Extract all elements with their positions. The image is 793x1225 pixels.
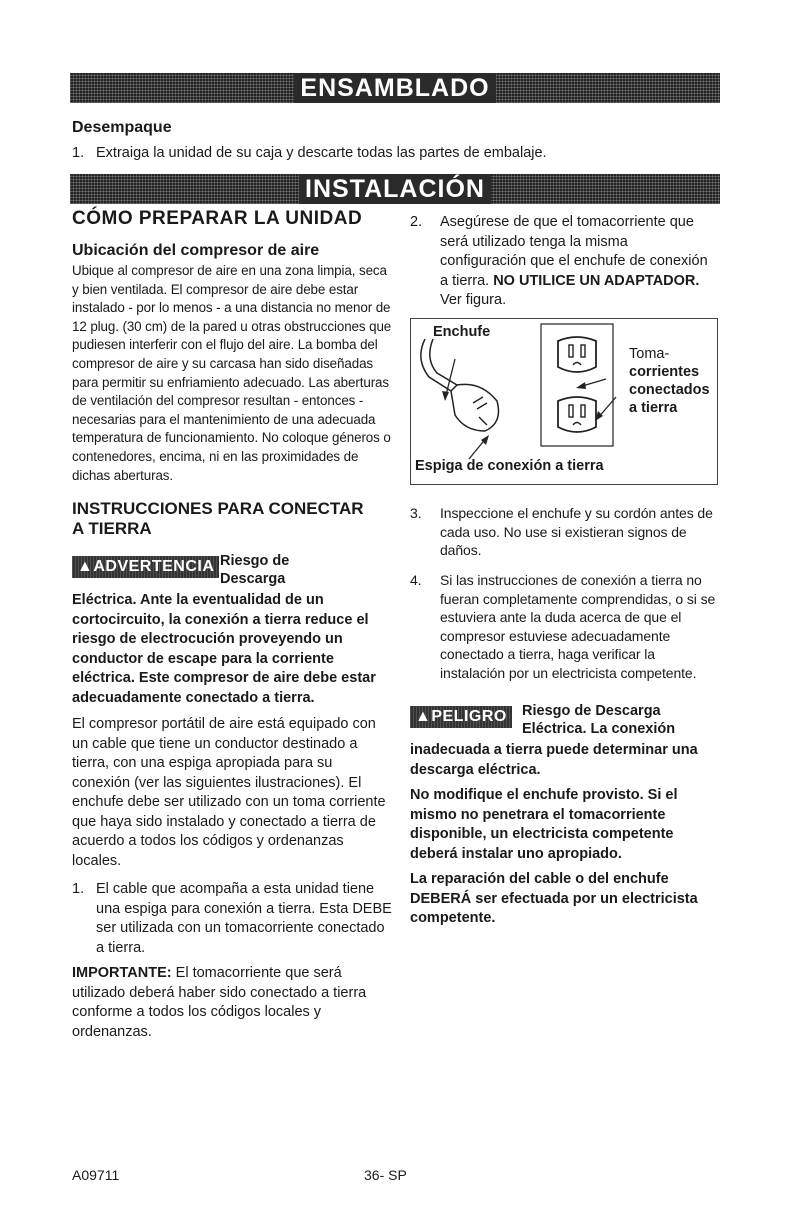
warning-line1: Riesgo de [220,553,290,570]
location-title: Ubicación del compresor de aire [72,242,320,259]
item-text: Si las instrucciones de conexión a tierra no fueran completamente comprendidas, o si se estuviera ante la duda acerca de que el compresor estuviese adecuadamente conectado a tierra, haga verificar la instalación por un electricista competente. [440,572,716,681]
document-code: A09711 [72,1167,120,1183]
item-number: 1. [72,881,85,898]
item-number: 1. [72,145,85,161]
banner-title: INSTALACIÓN [299,174,491,204]
left-column [72,208,392,1042]
page-number: 36- SP [364,1167,407,1183]
item-text: Inspeccione el enchufe y su cordón antes de cada uso. No use si existieran signos de daños. [440,505,713,559]
section-banner-installation [70,174,720,204]
danger-text-3: La reparación del cable o del enchufe DEBERÁ ser efectuada por un electricista competente. [410,871,698,926]
danger-tag: ▲PELIGRO [410,706,512,728]
item-number: 2. [410,214,423,230]
warning-line2: Descarga [220,571,286,588]
list-item [410,504,716,560]
item-text [440,213,716,311]
unpack-item [72,144,712,164]
danger-text-2: No modifique el enchufe provisto. Si el mismo no penetrara el tomacorriente disponible, un electricista competente deberá instalar uno apropiado. [410,787,678,862]
outlet-label-4: a tierra [629,400,678,416]
item-number: 4. [410,572,422,588]
ground-title-line1: INSTRUCCIONES PARA CONECTAR [72,499,364,519]
plug-outlet-figure [410,318,718,485]
danger-text-1: inadecuada a tierra puede determinar una descarga eléctrica. [410,742,698,778]
outlet-label-2: corrientes [629,364,700,380]
section-banner-assembly [70,73,720,103]
danger-text-block [410,741,716,929]
important-note [72,964,392,1042]
unpack-title: Desempaque [72,119,172,136]
item-number: 3. [410,505,422,521]
outlet-label-3: conectados [629,382,710,398]
ground-body-text: El compresor portátil de aire está equipado con un cable que tiene un conductor destinado a tierra, con una espiga apropiada para su conexión (ver las siguientes ilustraciones). El enchufe debe ser utilizado con un toma corriente que haya sido instalado y conectado a tierra de acuerdo a todos los códigos y ordenanzas locales. [72,716,386,869]
list-item [72,880,392,958]
item-text-tail: Ver figura. [440,292,507,308]
location-text: Ubique al compresor de aire en una zona limpia, seca y bien ventilada. El compresor de aire debe estar instalado - por lo menos - a una distancia no menor de 12 plug. (30 cm) de la pared u otras obstrucciones que pudiesen interferir con el flujo del aire. La bomba del compresor de aire y su carcasa han sido diseñadas para permitir su enfriamiento adecuado. Las aberturas de ventilación del compresor resultan - entonces - necesarias para el mantenimiento de una adecuada temperatura de funcionamiento. No coloque géneros o contenedores, encima, ni en las proximidades de dichas aberturas. [72,263,392,483]
danger-line1: Riesgo de Descarga [522,703,661,719]
warning-tag: ▲ADVERTENCIA [72,556,219,578]
banner-title: ENSAMBLADO [294,73,495,103]
danger-line2: Eléctrica. La conexión [522,721,676,737]
plug-label: Enchufe [433,324,491,340]
list-item [410,571,716,683]
warning-header [72,553,392,591]
item-text: Extraiga la unidad de su caja y descarte todas las partes de embalaje. [96,145,547,161]
important-text: El tomacorriente que será utilizado deberá haber sido conectado a tierra conforme a todos los códigos locales y ordenanzas. [72,965,367,1040]
outlet-label-1: Toma- [629,346,670,362]
item-text: El cable que acompaña a esta unidad tiene una espiga para conexión a tierra. Esta DEBE ser utilizada con un tomacorriente conectado a tierra. [96,881,392,956]
item-text-bold: NO UTILICE UN ADAPTADOR. [489,272,700,289]
item-text-main: Asegúrese de que el tomacorriente que será utilizado tenga la misma configuración que el enchufe de conexión a tierra. [440,214,708,289]
ground-pin-label: Espiga de conexión a tierra [415,458,604,474]
danger-header [410,703,716,741]
important-label: IMPORTANTE: [72,965,172,982]
warning-text: Eléctrica. Ante la eventualidad de un cortocircuito, la conexión a tierra reduce el riesgo de electrocución proveyendo un conductor de escape para la corriente eléctrica. Este compresor de aire debe estar adecuadamente conectado a tierra. [72,592,376,706]
ground-title-line2: A TIERRA [72,519,152,539]
list-item [410,213,716,311]
section-heading: CÓMO PREPARAR LA UNIDAD [72,208,363,229]
